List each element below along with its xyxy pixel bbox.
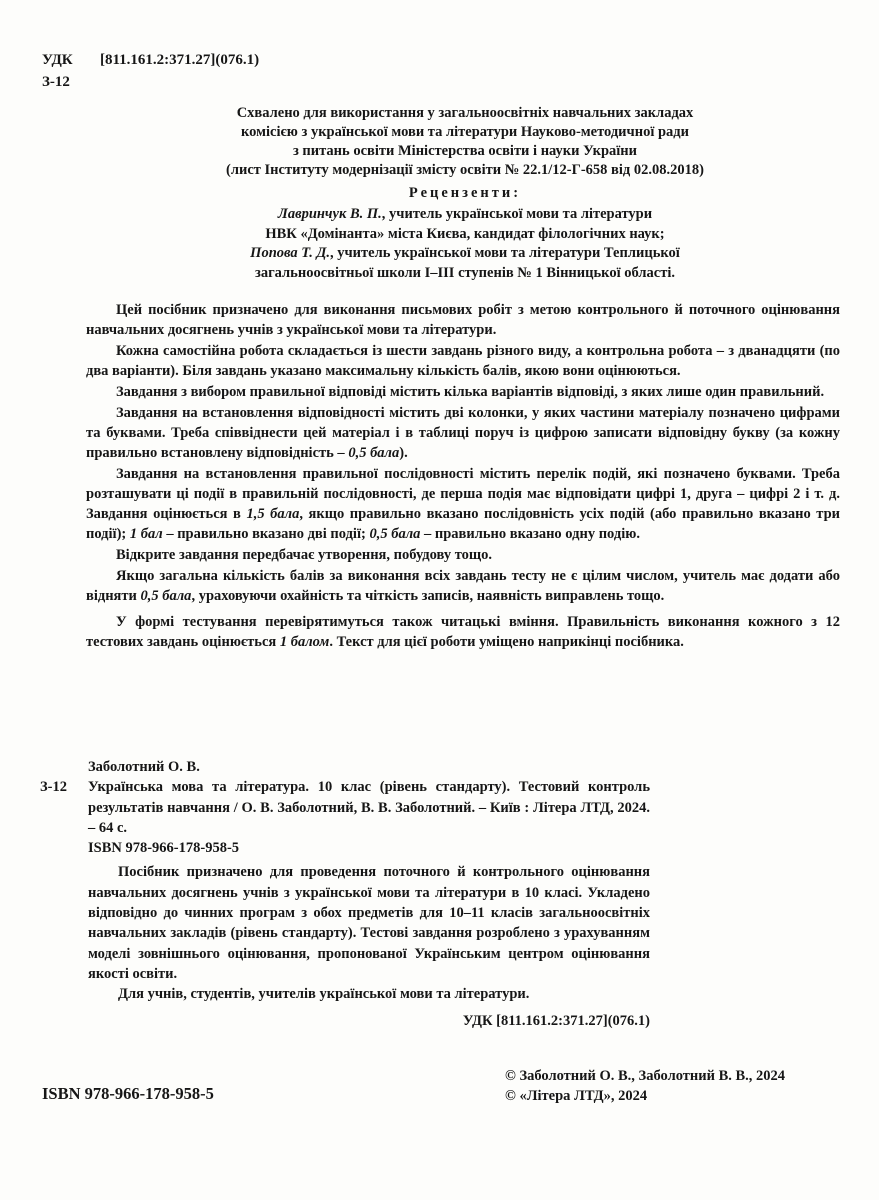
reviewer-info: загальноосвітньої школи І–ІІІ ступенів № 1 Вінницької області. [255, 264, 675, 281]
score-value: 0,5 бала [140, 588, 192, 604]
paragraph-text: містить перелік подій, які позначено буквами. Треба розташувати ці події в правильній послідовності, де перша подія має відповідати цифрі 1, друга – цифрі 2 і т. д. Завдання оцінюється в [86, 466, 840, 522]
record-signature: З-12 [40, 779, 67, 796]
reviewers-block [150, 205, 780, 283]
approval-line: з питань освіти Міністерства освіти і науки України [292, 143, 638, 159]
reviewer-name: Попова Т. Д. [250, 245, 330, 261]
paragraph [86, 403, 840, 463]
approval-line: (лист Інституту модернізації змісту освіти № 22.1/12-Г-658 від 02.08.2018) [226, 162, 704, 178]
paragraph-text: Якщо загальна кількість балів за виконання всіх завдань тесту не є цілим числом, учитель має додати або відняти [86, 568, 840, 604]
paragraph-text: містить дві колонки, у яких частини матеріалу позначено цифрами та буквами. Треба співвіднести цей матеріал і в таблиці поруч із цифрою записати відповідну букву (за кожну правильно встановлену відповідність – [86, 405, 840, 461]
paragraph [86, 382, 840, 402]
reviewer-info: , учитель української мови та літератури Теплицької [330, 245, 680, 261]
record-udk: УДК [811.161.2:371.27](076.1) [462, 1012, 650, 1029]
udk-code: [811.161.2:371.27](076.1) [100, 52, 260, 68]
annotation-paragraph: Посібник призначено для проведення поточного й контрольного оцінювання навчальних досягнень учнів з української мови та літератури в 10 класі. Укладено відповідно до чинних програм з обох предметів для 10–11 класів загальноосвітніх навчальних закладів (рівень стандарту). Тестові завдання розроблено з урахуванням моделі зовнішнього оцінювання, пропонованої Українським центром оцінювання якості освіти. [88, 864, 650, 982]
copyright-line: © «Літера ЛТД», 2024 [505, 1088, 648, 1104]
reviewers-title: Рецензенти: [408, 185, 522, 201]
term: Завдання на встановлення правильної послідовності [116, 466, 474, 482]
bibliographic-record [40, 757, 650, 1031]
paragraph-text: У формі тестування перевірятимуться також [116, 614, 441, 630]
reviewer-name: Лавринчук В. П. [277, 206, 382, 222]
approval-line: комісією з української мови та літератури Науково-методичної ради [241, 124, 689, 140]
score-value: 1 балом [279, 634, 330, 650]
paragraph-text: , ураховуючи охайність та чіткість записів, наявність виправлень тощо. [191, 588, 665, 604]
score-value: 1,5 бала [246, 506, 300, 522]
paragraph [86, 545, 840, 565]
paragraph-text: містить кілька варіантів відповіді, з яких лише один правильний. [386, 384, 825, 400]
paragraph [86, 464, 840, 544]
term: Завдання з вибором правильної відповіді [116, 384, 387, 400]
score-value: 1 бал [129, 526, 163, 542]
author-mark: З-12 [42, 74, 70, 90]
approval-stamp [150, 104, 780, 180]
copyright-block [505, 1066, 785, 1106]
approval-line: Схвалено для використання у загальноосвітніх навчальних закладах [236, 105, 694, 121]
record-author: Заболотний О. В. [88, 759, 200, 775]
record-description: Українська мова та література. 10 клас (рівень стандарту). Тестовий контроль результатів навчання / О. В. Заболотний, В. В. Заболотний. – Київ : Літера ЛТД, 2024. – 64 с. [88, 779, 650, 836]
paragraph-text: передбачає утворення, побудову тощо. [238, 547, 493, 563]
paragraph-text: , якщо правильно вказано послідовність усіх подій (або правильно вказано три події); [86, 506, 841, 542]
footer-isbn: ISBN 978-966-178-958-5 [42, 1084, 214, 1103]
paragraph-text: . Правильність виконання кожного з 12 тестових завдань оцінюється [86, 614, 840, 650]
paragraph [86, 566, 840, 606]
paragraph-text: – правильно вказано одну подію. [420, 526, 640, 542]
reviewer-info: , учитель української мови та літератури [381, 206, 653, 222]
paragraph-text: . Текст для цієї роботи уміщено наприкінці посібника. [329, 634, 684, 650]
paragraph: Цей посібник призначено для виконання письмових робіт з метою контрольного й поточного оцінювання навчальних досягнень учнів з української мови та літератури. [86, 302, 840, 338]
term: Відкрите завдання [116, 547, 239, 563]
term: Завдання на встановлення відповідності [116, 405, 385, 421]
udk-header [42, 50, 259, 92]
reviewer-info: НВК «Домінанта» міста Києва, кандидат філологічних наук; [265, 225, 665, 242]
score-value: 0,5 бала [369, 526, 421, 542]
paragraph: Кожна самостійна робота складається із шести завдань різного виду, а контрольна робота – з дванадцяти (по два варіанти). Біля завдань указано максимальну кількість балів, якою вони оцінюються. [86, 343, 840, 379]
copyright-line: © Заболотний О. В., Заболотний В. В., 2024 [505, 1068, 786, 1084]
paragraph [86, 612, 840, 652]
udk-label: УДК [42, 52, 73, 68]
record-isbn: ISBN 978-966-178-958-5 [88, 840, 240, 857]
term: читацькі вміння [440, 614, 555, 630]
record-entry [40, 777, 650, 838]
preface-text [86, 300, 840, 653]
paragraph-text: ). [399, 445, 408, 461]
score-value: 0,5 бала [348, 445, 400, 461]
record-annotation [40, 862, 650, 1004]
annotation-paragraph: Для учнів, студентів, учителів української мови та літератури. [118, 986, 530, 1003]
paragraph-text: – правильно вказано дві події; [162, 526, 370, 542]
